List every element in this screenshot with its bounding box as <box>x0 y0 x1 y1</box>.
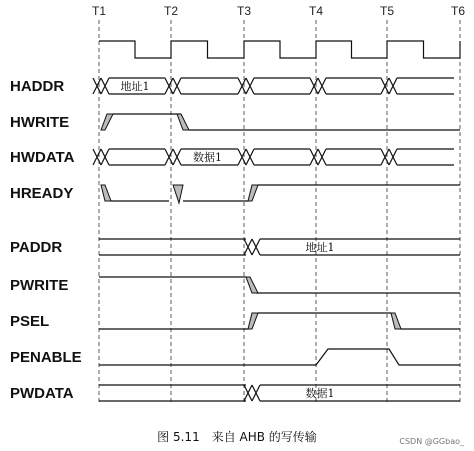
penable-waveform <box>99 349 460 365</box>
hwrite-fall-1 <box>177 114 189 130</box>
clock-waveform <box>99 41 460 58</box>
waveform-pwdata <box>99 385 460 401</box>
tick-label-t4: T4 <box>308 4 324 18</box>
bus-crossover <box>318 149 326 165</box>
hwdata-value-label: 数据1 <box>193 151 222 164</box>
hready-fall <box>101 185 111 201</box>
waveform-penable <box>99 349 460 365</box>
pwdata-value-label: 数据1 <box>305 387 335 400</box>
hwrite-level <box>113 114 460 130</box>
hwdata-transition <box>238 149 254 165</box>
bus-crossover <box>244 239 252 255</box>
psel-rise <box>248 313 258 329</box>
pwdata-transition <box>244 385 260 401</box>
bus-crossover <box>389 149 397 165</box>
paddr-value-label: 地址1 <box>305 241 335 254</box>
bus-crossover <box>310 149 318 165</box>
waveform-paddr <box>99 239 460 255</box>
bus-crossover <box>246 78 254 94</box>
bus-crossover <box>173 78 181 94</box>
tick-label-t1: T1 <box>91 4 107 18</box>
bus-crossover <box>93 149 101 165</box>
haddr-transition <box>165 78 181 94</box>
hwdata-cell <box>109 149 165 165</box>
hready-glitch <box>173 185 183 203</box>
bus-crossover <box>389 78 397 94</box>
pwdata-idle <box>99 385 246 401</box>
haddr-value-label: 地址1 <box>120 80 150 93</box>
bus-crossover <box>238 78 246 94</box>
figure-caption: 图 5.11 来自 AHB 的写传输 <box>157 430 317 444</box>
waveform-psel <box>99 313 460 329</box>
waveform-pwrite <box>99 277 460 293</box>
haddr-cell <box>326 78 381 94</box>
pwdata-valid <box>260 385 460 401</box>
bus-crossover <box>244 385 252 401</box>
psel-level <box>99 313 460 329</box>
paddr-transition <box>244 239 260 255</box>
signal-label-psel: PSEL <box>10 313 50 330</box>
signal-label-hready: HREADY <box>10 185 74 202</box>
bus-crossover <box>381 149 389 165</box>
tick-label-t3: T3 <box>236 4 252 18</box>
haddr-transition <box>381 78 397 94</box>
hready-level <box>111 185 460 201</box>
pwrite-fall <box>246 277 258 293</box>
hwdata-transition <box>93 149 109 165</box>
hwdata-cell <box>326 149 381 165</box>
bus-crossover <box>252 385 260 401</box>
signal-label-pwdata: PWDATA <box>10 385 74 402</box>
bus-crossover <box>381 78 389 94</box>
hwrite-rise-1 <box>101 114 113 130</box>
signal-label-hwrite: HWRITE <box>10 114 70 131</box>
waveform-hwdata <box>109 149 454 165</box>
hready-rise <box>248 185 258 201</box>
paddr-valid <box>260 239 460 255</box>
bus-crossover <box>101 78 109 94</box>
signal-label-paddr: PADDR <box>10 239 63 256</box>
bus-crossover <box>93 78 101 94</box>
signal-label-penable: PENABLE <box>10 349 82 366</box>
paddr-idle <box>99 239 246 255</box>
bus-crossover <box>252 239 260 255</box>
haddr-cell <box>254 78 310 94</box>
bus-crossover <box>165 78 173 94</box>
haddr-transition <box>93 78 109 94</box>
waveform-hready <box>111 185 460 203</box>
watermark-text: CSDN @GGbao_ <box>399 437 464 446</box>
bus-crossover <box>173 149 181 165</box>
haddr-transition <box>238 78 254 94</box>
tick-label-t5: T5 <box>379 4 395 18</box>
tick-label-t6: T6 <box>450 4 466 18</box>
signal-label-haddr: HADDR <box>10 78 65 95</box>
signal-label-pwrite: PWRITE <box>10 277 69 294</box>
waveform-haddr <box>109 78 454 94</box>
bus-crossover <box>165 149 173 165</box>
bus-crossover <box>101 149 109 165</box>
hwdata-transition <box>165 149 181 165</box>
bus-crossover <box>310 78 318 94</box>
haddr-transition <box>310 78 326 94</box>
hwdata-cell <box>397 149 454 165</box>
hwdata-cell <box>254 149 310 165</box>
hwdata-transition <box>381 149 397 165</box>
haddr-cell <box>397 78 454 94</box>
bus-crossover <box>318 78 326 94</box>
bus-crossover <box>246 149 254 165</box>
pwrite-level <box>99 277 460 293</box>
psel-fall <box>391 313 401 329</box>
bus-crossover <box>238 149 246 165</box>
tick-label-t2: T2 <box>163 4 179 18</box>
haddr-cell <box>181 78 238 94</box>
signal-label-hwdata: HWDATA <box>10 149 75 166</box>
waveform-hwrite <box>99 114 460 130</box>
hwdata-transition <box>310 149 326 165</box>
